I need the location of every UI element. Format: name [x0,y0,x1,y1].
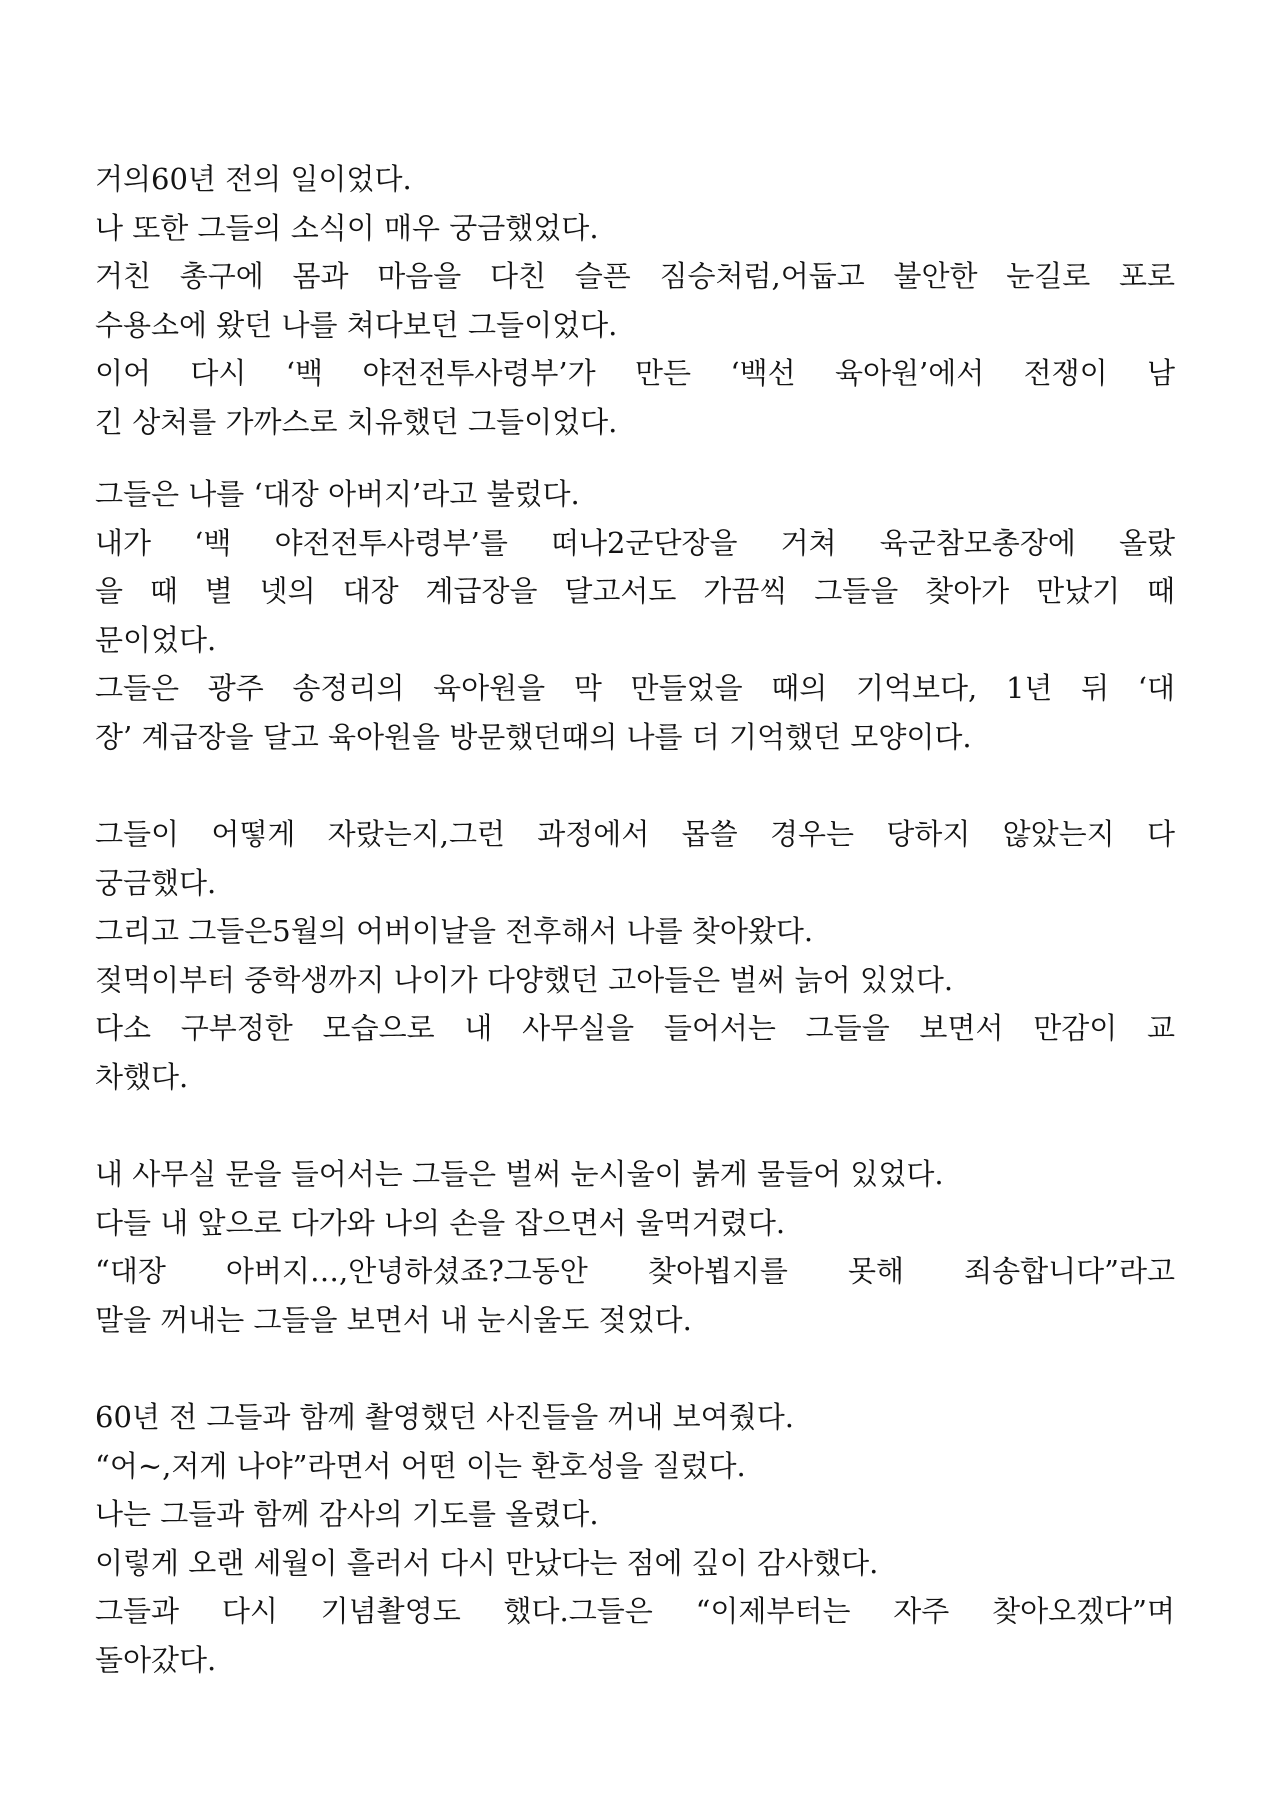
text-line: 그들은 나를 ‘대장 아버지’라고 불렀다. [95,477,580,511]
text-line: 말을 꺼내는 그들을 보면서 내 눈시울도 젖었다. [95,1302,692,1337]
paragraph-3 [95,810,1175,1101]
text-line: 문이었다. [95,622,217,657]
text-line: 젖먹이부터 중학생까지 나이가 다양했던 고아들은 벌써 늙어 있었다. [95,962,954,997]
text-line: 이렇게 오랜 세월이 흘러서 다시 만났다는 점에 깊이 감사했다. [95,1545,879,1580]
text-line: 거친 총구에 몸과 마음을 다친 슬픈 짐승처럼,어둡고 불안한 눈길로 포로 [95,259,1175,293]
document-body [95,155,1175,1684]
paragraph-2 [95,470,1175,761]
text-line: 궁금했다. [95,865,217,900]
text-line: 긴 상처를 가까스로 치유했던 그들이었다. [95,404,618,439]
text-line: “대장 아버지…,안녕하셨죠?그동안 찾아뵙지를 못해 죄송합니다”라고 [95,1254,1175,1288]
text-line: 그들은 광주 송정리의 육아원을 막 만들었을 때의 기억보다, 1년 뒤 ‘대 [95,671,1175,705]
text-line: 내가 ‘백 야전전투사령부’를 떠나2군단장을 거쳐 육군참모총장에 올랐 [95,525,1175,560]
text-line: 나는 그들과 함께 감사의 기도를 올렸다. [95,1497,599,1531]
paragraph-4 [95,1150,1175,1344]
text-line: 내 사무실 문을 들어서는 그들은 벌써 눈시울이 붉게 물들어 있었다. [95,1157,944,1191]
paragraph-5 [95,1393,1175,1684]
text-line: 차했다. [95,1059,189,1094]
text-line: 다들 내 앞으로 다가와 나의 손을 잡으면서 울먹거렸다. [95,1205,786,1240]
paragraph-1 [95,155,1175,446]
text-line: 이어 다시 ‘백 야전전투사령부’가 만든 ‘백선 육아원’에서 전쟁이 남 [95,356,1175,390]
text-line: 을 때 별 넷의 대장 계급장을 달고서도 가끔씩 그들을 찾아가 만났기 때 [95,574,1175,608]
text-line: 그들과 다시 기념촬영도 했다.그들은 “이제부터는 자주 찾아오겠다”며 [95,1594,1175,1628]
text-line: 그들이 어떻게 자랐는지,그런 과정에서 몹쓸 경우는 당하지 않았는지 다 [95,817,1175,851]
text-line: 장’ 계급장을 달고 육아원을 방문했던때의 나를 더 기억했던 모양이다. [95,719,972,754]
text-line: 60년 전 그들과 함께 촬영했던 사진들을 꺼내 보여줬다. [95,1400,794,1434]
text-line: 거의60년 전의 일이었다. [95,162,412,196]
text-line: 나 또한 그들의 소식이 매우 궁금했었다. [95,210,599,245]
text-line: 돌아갔다. [95,1642,217,1677]
text-line: 수용소에 왔던 나를 쳐다보던 그들이었다. [95,307,618,342]
text-line: 그리고 그들은5월의 어버이날을 전후해서 나를 찾아왔다. [95,914,814,948]
text-line: “어~,저게 나야”라면서 어떤 이는 환호성을 질렀다. [95,1448,746,1483]
text-line: 다소 구부정한 모습으로 내 사무실을 들어서는 그들을 보면서 만감이 교 [95,1011,1175,1045]
